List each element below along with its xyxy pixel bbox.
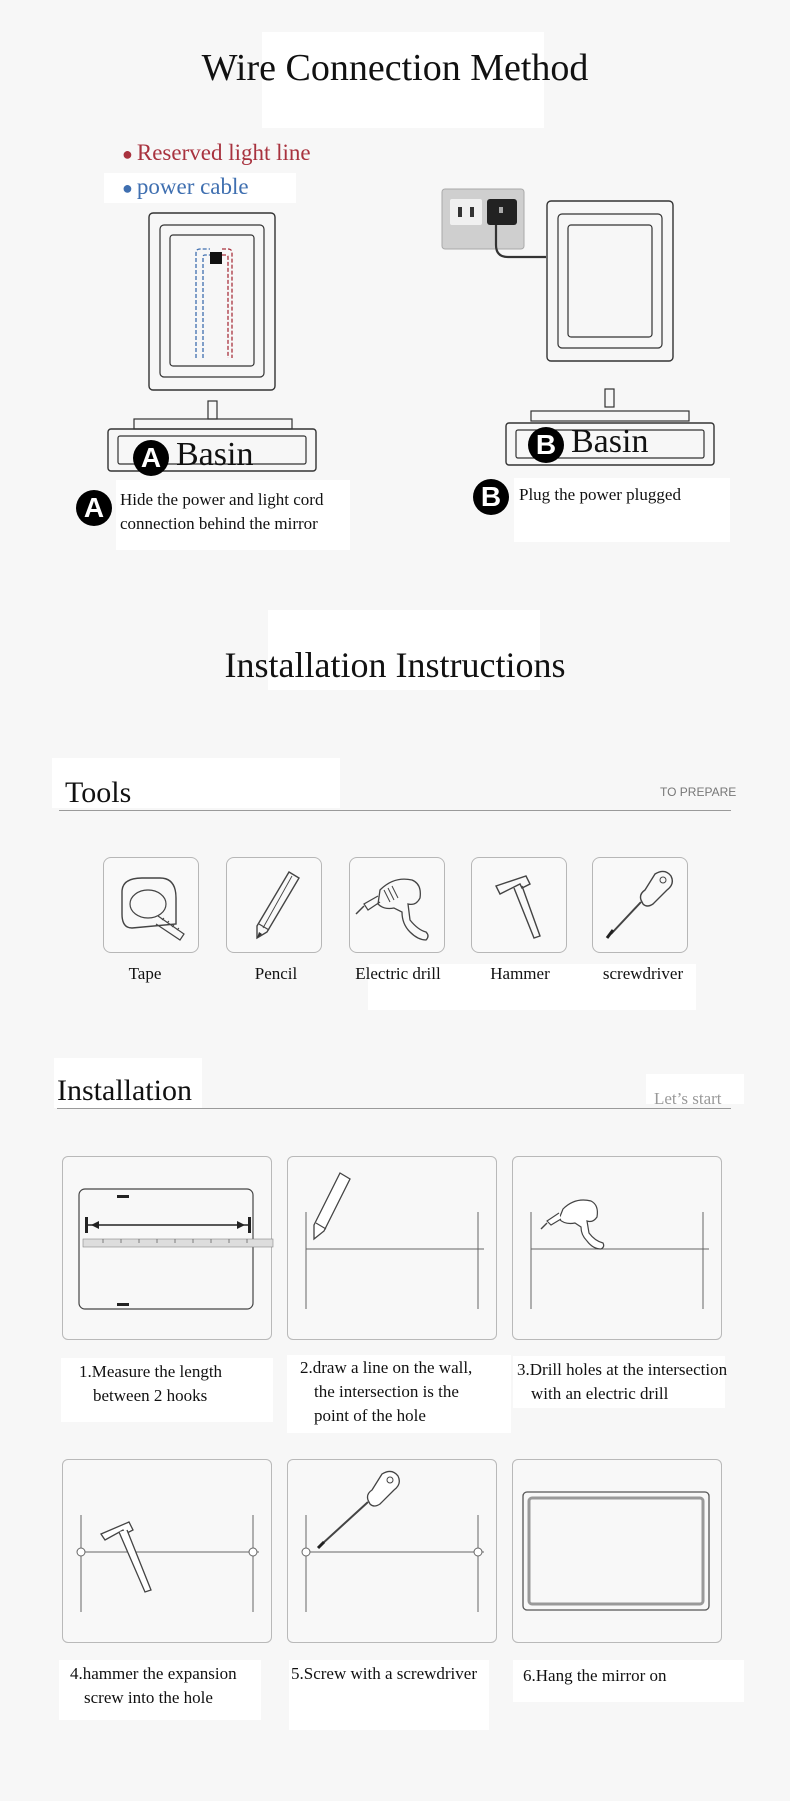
step-2-line1: 2.draw a line on the wall, <box>300 1358 473 1377</box>
legend-reserved-label: Reserved light line <box>136 140 311 165</box>
step-3-card <box>512 1156 722 1340</box>
step-5-caption <box>291 1662 477 1686</box>
tool-card-pencil <box>226 857 322 953</box>
wire-title: Wire Connection Method <box>201 47 589 89</box>
step-2-card <box>287 1156 497 1340</box>
step-4-line1: 4.hammer the expansion <box>70 1664 237 1683</box>
drill-illustration <box>513 1157 721 1339</box>
step-2-caption <box>300 1356 472 1428</box>
step-1-caption <box>79 1360 222 1408</box>
caption-a-text <box>120 488 323 536</box>
caption-a-badge: A <box>76 490 112 526</box>
step-2-line3: point of the hole <box>314 1406 426 1425</box>
step-6-card <box>512 1459 722 1643</box>
tools-subtitle: TO PREPARE <box>660 785 737 799</box>
hammer-illustration <box>63 1460 271 1642</box>
tool-card-hammer <box>471 857 567 953</box>
step-3-line1: 3.Drill holes at the intersection <box>517 1360 728 1379</box>
legend-power: ● power cable <box>122 174 249 199</box>
step-3-caption <box>517 1358 727 1406</box>
tool-label-hammer: Hammer <box>490 964 550 983</box>
step-2-line2: the intersection is the <box>314 1382 459 1401</box>
tools-divider <box>59 810 731 811</box>
step-4-caption <box>70 1662 237 1710</box>
tool-card-screwdriver <box>592 857 688 953</box>
caption-a-line1: Hide the power and light cord <box>120 490 324 509</box>
hammer-icon <box>482 866 558 946</box>
pencil-icon <box>237 866 313 946</box>
step-4-line2: screw into the hole <box>84 1688 213 1707</box>
caption-b-badge: B <box>473 479 509 515</box>
step-5-card <box>287 1459 497 1643</box>
caption-a-line2: connection behind the mirror <box>120 514 318 533</box>
tool-card-tape <box>103 857 199 953</box>
installation-title: Installation <box>57 1074 192 1107</box>
step-1-card <box>62 1156 272 1340</box>
step-3-line2: with an electric drill <box>531 1384 669 1403</box>
legend-reserved: ● Reserved light line <box>122 140 311 165</box>
installation-divider <box>57 1108 731 1109</box>
basin-b-label: Basin <box>571 423 649 460</box>
legend-power-label: power cable <box>136 174 249 199</box>
step-1-line2: between 2 hooks <box>93 1386 208 1405</box>
tools-title: Tools <box>65 776 132 809</box>
tape-measure-icon <box>114 868 190 944</box>
screwdriver-illustration <box>288 1460 496 1642</box>
tool-label-pencil: Pencil <box>254 964 298 983</box>
screwdriver-icon <box>601 864 681 948</box>
tool-label-tape: Tape <box>128 964 162 983</box>
tool-label-screwdriver: screwdriver <box>602 964 684 983</box>
installation-subtitle: Let’s start <box>654 1089 722 1108</box>
electric-drill-icon <box>354 870 440 942</box>
step-4-card <box>62 1459 272 1643</box>
basin-a-badge: A <box>133 440 169 476</box>
step-6-line1: 6.Hang the mirror on <box>523 1666 667 1685</box>
tool-label-drill: Electric drill <box>355 964 441 983</box>
caption-b-text: Plug the power plugged <box>519 485 681 504</box>
step-1-line1: 1.Measure the length <box>79 1362 223 1381</box>
pencil-line-illustration <box>288 1157 496 1339</box>
basin-b-badge: B <box>528 427 564 463</box>
step-6-caption <box>523 1664 667 1688</box>
install-title: Installation Instructions <box>224 645 566 685</box>
measure-illustration <box>63 1157 271 1339</box>
tool-card-drill <box>349 857 445 953</box>
basin-a-label: Basin <box>176 436 254 473</box>
hung-mirror-illustration <box>513 1460 721 1642</box>
step-5-line1: 5.Screw with a screwdriver <box>291 1664 477 1683</box>
